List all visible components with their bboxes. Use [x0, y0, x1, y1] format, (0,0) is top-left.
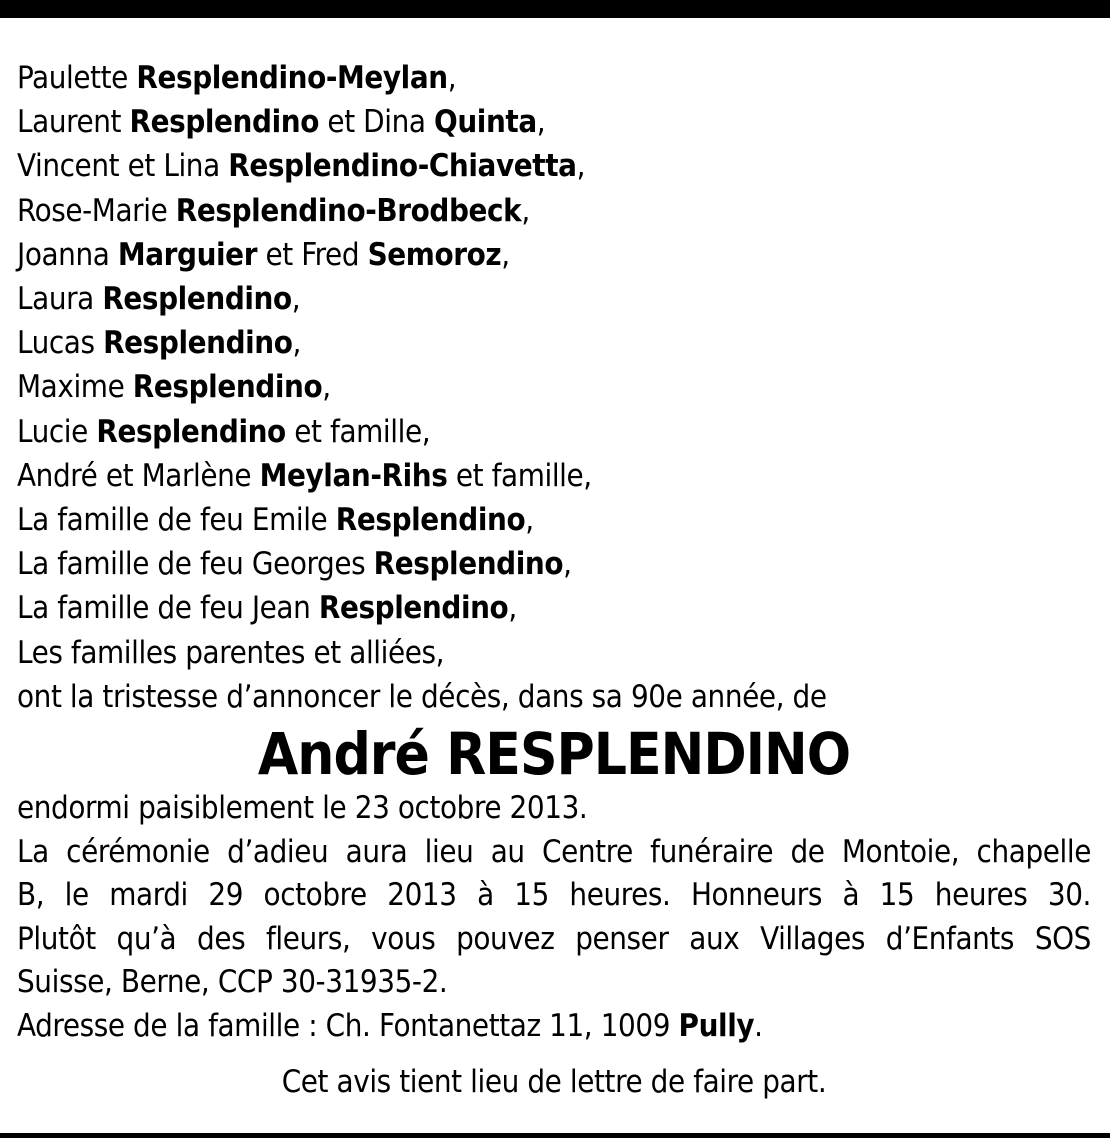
family-surname: Resplendino — [96, 413, 286, 450]
family-text: , — [501, 236, 510, 273]
rest-date-line: endormi paisiblement le 23 octobre 2013. — [17, 790, 588, 827]
family-text: Paulette — [17, 60, 137, 96]
family-surname: Quinta — [434, 104, 537, 141]
family-surname: Marguier — [117, 236, 258, 273]
bottom-border-rule — [0, 1133, 1110, 1138]
obituary-notice — [17, 56, 1091, 1104]
family-address — [17, 1005, 1091, 1049]
family-surname: Resplendino-Meylan — [136, 60, 448, 96]
family-surname: Resplendino — [129, 104, 319, 141]
family-text: , — [536, 104, 546, 141]
family-surname: Resplendino — [335, 502, 526, 539]
family-text: , — [525, 502, 534, 539]
family-text: ont la tristesse d’annoncer le décès, dans sa 90e année, de — [17, 678, 827, 715]
family-text: Lucie — [17, 413, 97, 450]
family-line — [17, 277, 1091, 321]
family-text: , — [447, 60, 457, 96]
family-text: La famille de feu Emile — [17, 502, 336, 539]
family-line — [17, 454, 1091, 498]
top-border-rule — [0, 0, 1110, 18]
family-text: André et Marlène — [17, 457, 260, 494]
family-line — [17, 56, 1091, 100]
family-line — [17, 144, 1091, 188]
family-text: Joanna — [17, 236, 118, 273]
family-line — [17, 586, 1091, 630]
family-text: Lucas — [17, 325, 104, 362]
family-text: , — [521, 192, 530, 229]
family-text: , — [576, 148, 586, 185]
family-text: et Fred — [257, 236, 368, 273]
ceremony-line: B, le mardi 29 octobre 2013 à 15 heures. Honneurs à 15 heures 30. — [17, 877, 1091, 914]
family-surname: Semoroz — [367, 236, 502, 273]
family-text: , — [291, 281, 301, 318]
deceased-name: André RESPLENDINO — [257, 720, 851, 789]
family-line — [17, 631, 1091, 675]
family-line — [17, 675, 1091, 719]
family-line — [17, 189, 1091, 233]
ceremony-paragraph — [17, 831, 1091, 1005]
family-text: et famille, — [285, 413, 431, 450]
family-line — [17, 233, 1091, 277]
family-line — [17, 410, 1091, 454]
family-surname: Resplendino — [132, 369, 323, 406]
family-line — [17, 321, 1091, 365]
family-surname: Resplendino — [102, 281, 292, 318]
family-text: Maxime — [17, 369, 133, 406]
family-text: et Dina — [318, 104, 435, 141]
ceremony-line: La cérémonie d’adieu aura lieu au Centre funéraire de Montoie, chapelle — [17, 833, 1091, 870]
family-line — [17, 365, 1091, 409]
ceremony-line: Suisse, Berne, CCP 30-31935-2. — [17, 964, 448, 1001]
family-surname: Resplendino — [373, 546, 564, 583]
family-text: La famille de feu Georges — [17, 546, 374, 583]
family-text: , — [508, 590, 517, 627]
notice-details — [17, 787, 1091, 1048]
family-text: , — [563, 546, 572, 583]
ceremony-line: Plutôt qu’à des fleurs, vous pouvez penser aux Villages d’Enfants SOS — [17, 920, 1091, 957]
family-text: Les familles parentes et alliées, — [17, 634, 445, 671]
family-surname: Resplendino — [318, 590, 509, 627]
family-line — [17, 542, 1091, 586]
family-text: La famille de feu Jean — [17, 590, 319, 627]
family-line — [17, 498, 1091, 542]
family-surname: Resplendino-Chiavetta — [228, 148, 577, 185]
family-text: Vincent et Lina — [17, 148, 229, 185]
address-city: Pully — [678, 1007, 755, 1044]
family-surname: Meylan-Rihs — [259, 457, 448, 494]
footer-note: Cet avis tient lieu de lettre de faire part. — [281, 1064, 827, 1101]
family-line — [17, 100, 1091, 144]
family-names-list — [17, 56, 1091, 719]
family-text: Laura — [17, 281, 103, 318]
family-surname: Resplendino-Brodbeck — [175, 192, 522, 229]
address-suffix: . — [754, 1007, 763, 1044]
family-text: , — [292, 325, 301, 362]
family-text: et famille, — [447, 457, 592, 494]
family-surname: Resplendino — [103, 325, 293, 362]
address-text: Adresse de la famille : Ch. Fontanettaz 11, 1009 — [17, 1007, 679, 1044]
family-text: Rose-Marie — [17, 192, 176, 229]
family-text: , — [322, 369, 331, 406]
family-text: Laurent — [17, 104, 130, 141]
